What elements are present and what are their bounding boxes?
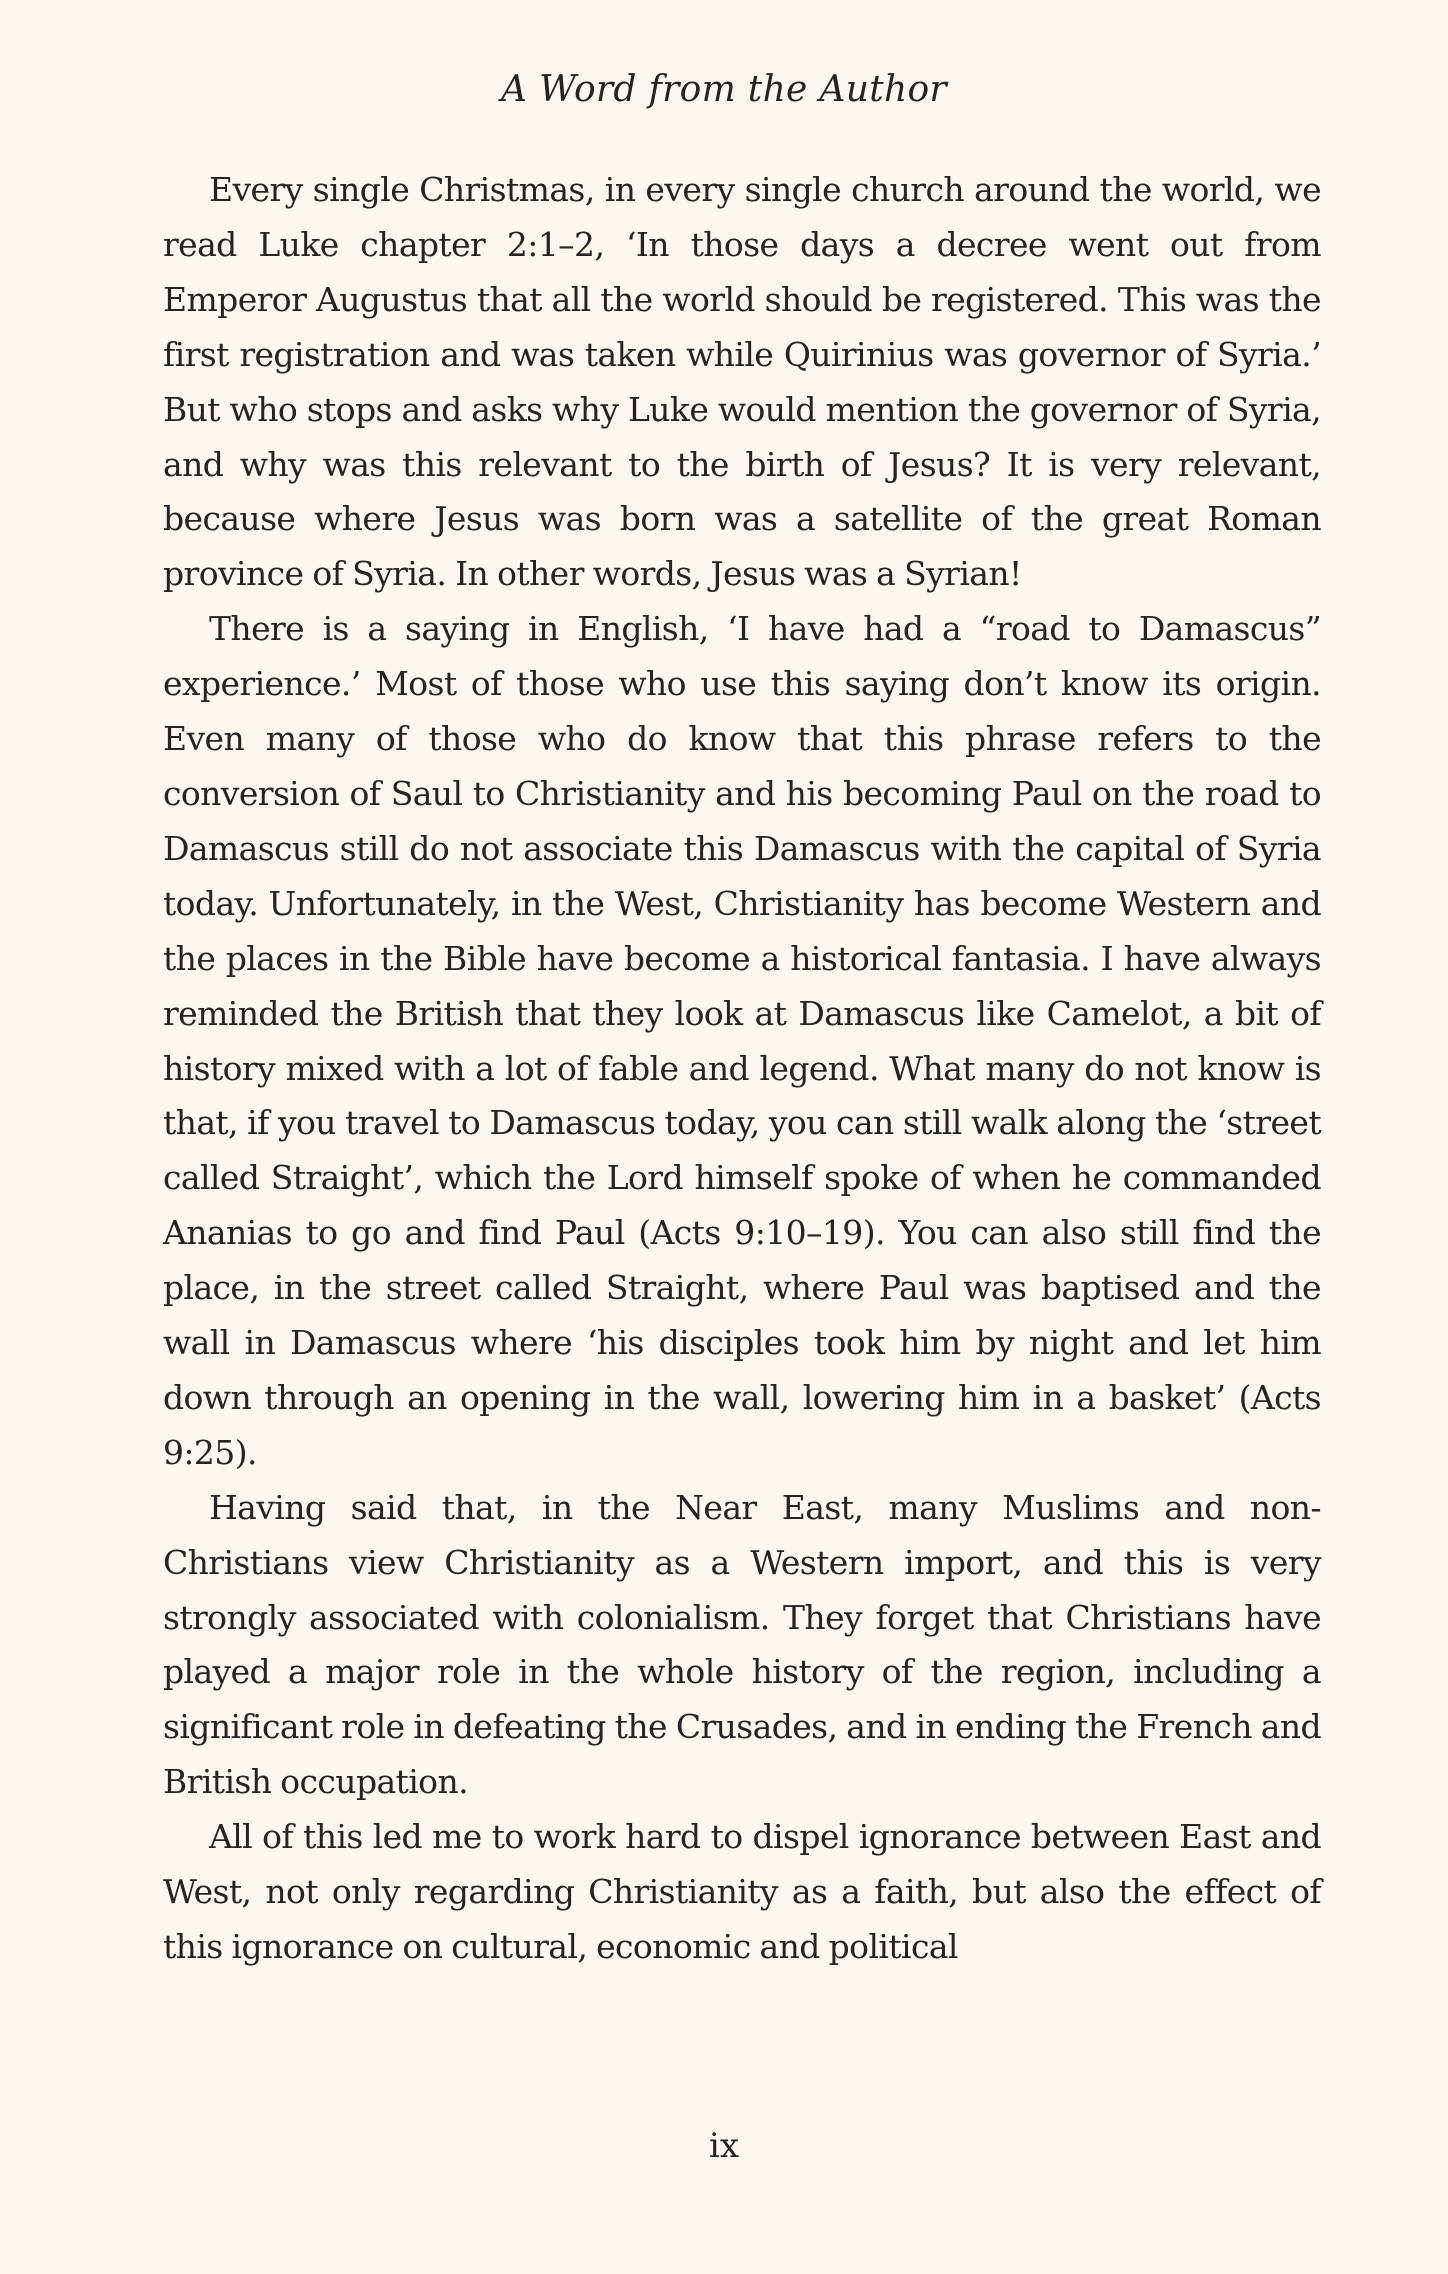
paragraph: Having said that, in the Near East, many Muslims and non-Christians view Christianity as a Western import, and this is very strongly associated with colonialism. They forget that Christians have played a major role in the whole history of the region, including a significant role in defeating the Crusades, and in ending the French and British occupation. [163, 1487, 1321, 1802]
paragraph: Every single Christmas, in every single church around the world, we read Luke chapter 2:1–2, ‘In those days a decree went out from Emperor Augustus that all the world should be registered. This was the first registration and was taken while Quirinius was governor of Syria.’ But who stops and asks why Luke would mention the governor of Syria, and why was this relevant to the birth of Jesus? It is very relevant, because where Jesus was born was a satellite of the great Roman province of Syria. In other words, Jesus was a Syrian! [163, 170, 1321, 594]
page-number: ix [708, 2126, 740, 2166]
paragraph: All of this led me to work hard to dispel ignorance between East and West, not only regarding Christianity as a faith, but also the effect of this ignorance on cultural, economic and political [163, 1817, 1321, 1966]
paragraph: There is a saying in English, ‘I have had a “road to Damascus” experience.’ Most of those who use this saying don’t know its origin. Even many of those who do know that this phrase refers to the conversion of Saul to Christianity and his becoming Paul on the road to Damascus still do not associate this Damascus with the capital of Syria today. Unfortunately, in the West, Christianity has become Western and the places in the Bible have become a historical fantasia. I have always reminded the British that they look at Damascus like Camelot, a bit of history mixed with a lot of fable and legend. What many do not know is that, if you travel to Damascus today, you can still walk along the ‘street called Straight’, which the Lord himself spoke of when he commanded Ananias to go and find Paul (Acts 9:10–19). You can also still find the place, in the street called Straight, where Paul was baptised and the wall in Damascus where ‘his disciples took him by night and let him down through an opening in the wall, lowering him in a basket’ (Acts 9:25). [163, 609, 1321, 1472]
body-text [163, 163, 1321, 1975]
running-head: A Word from the Author [501, 69, 947, 110]
